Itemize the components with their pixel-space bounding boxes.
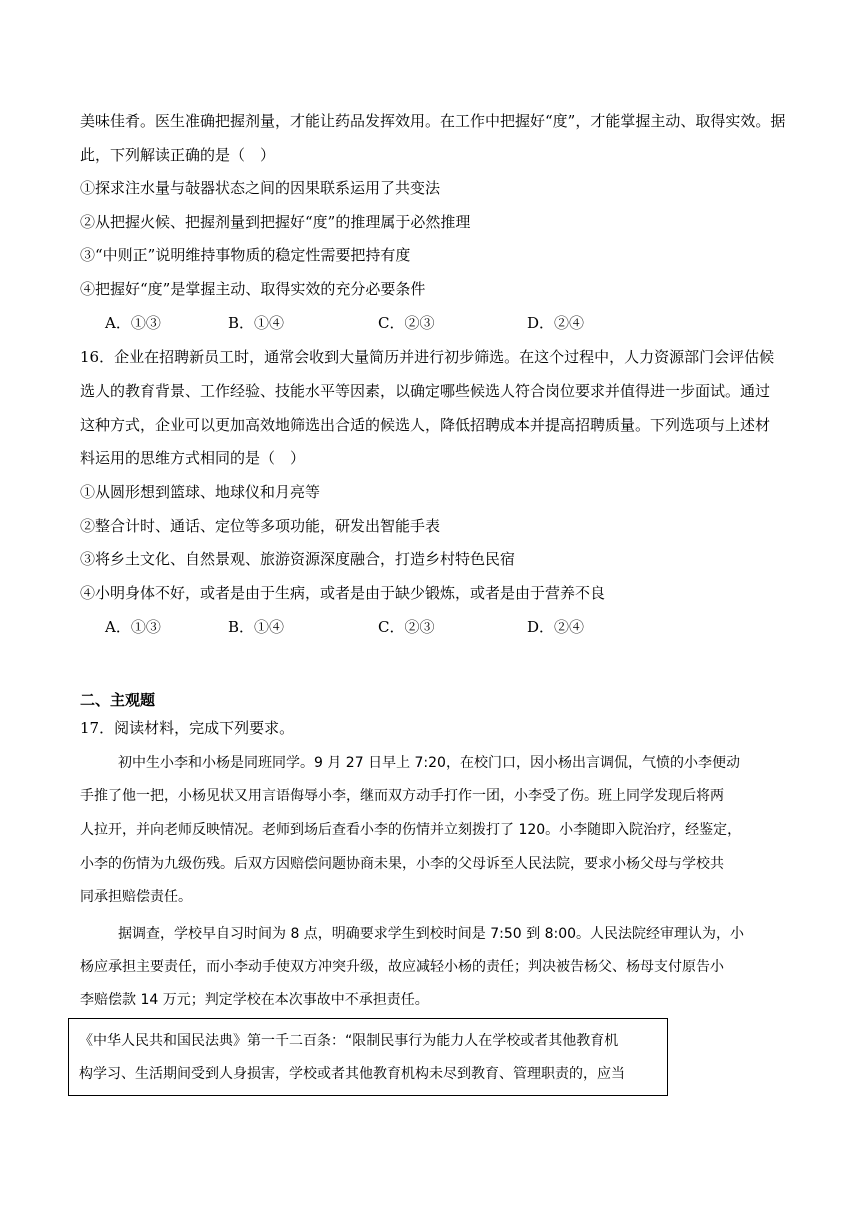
- material-para1-line-4: 小李的伤情为九级伤残。后双方因赔偿问题协商未果，小李的父母诉至人民法院，要求小杨父母与学校共: [80, 856, 724, 872]
- q15-option-a: A．①③: [105, 314, 161, 332]
- q16-statement-4: ④小明身体不好，或者是由于生病，或者是由于缺少锻炼，或者是由于营养不良: [80, 584, 606, 602]
- q16-option-d: D．②④: [527, 618, 585, 636]
- material-para2-line-2: 杨应承担主要责任，而小李动手使双方冲突升级，故应减轻小杨的责任；判决被告杨父、杨母支付原告小: [80, 959, 724, 975]
- q15-line-2: 此，下列解读正确的是（ ）: [80, 146, 276, 164]
- q16-statement-2: ②整合计时、通话、定位等多项功能，研发出智能手表: [80, 517, 441, 535]
- civil-code-excerpt-box: [68, 1018, 668, 1096]
- q16-option-a: A．①③: [105, 618, 161, 636]
- q16-line-3: 这种方式，企业可以更加高效地筛选出合适的候选人，降低招聘成本并提高招聘质量。下列选项与上述材: [80, 416, 771, 434]
- material-para1-line-3: 人拉开，并向老师反映情况。老师到场后查看小李的伤情并立刻拨打了 120。小李随即入院治疗，经鉴定，: [80, 822, 742, 838]
- material-para2-line-1: 据调查，学校早自习时间为 8 点，明确要求学生到校时间是 7:50 到 8:00。人民法院经审理认为，小: [118, 926, 745, 942]
- q16-line-4: 料运用的思维方式相同的是（ ）: [80, 449, 306, 467]
- q15-option-d: D．②④: [527, 314, 585, 332]
- material-para1-line-5: 同承担赔偿责任。: [80, 889, 192, 905]
- q17-prompt: 17．阅读材料，完成下列要求。: [80, 719, 295, 737]
- section-heading: 二、主观题: [80, 691, 156, 709]
- civil-code-line-1: 《中华人民共和国民法典》第一千二百条：“限制民事行为能力人在学校或者其他教育机: [79, 1033, 619, 1049]
- q15-statement-1: ①探求注水量与敧器状态之间的因果联系运用了共变法: [80, 179, 441, 197]
- material-para1-line-2: 手推了他一把，小杨见状又用言语侮辱小李，继而双方动手打作一团，小李受了伤。班上同学发现后将两: [80, 788, 724, 804]
- civil-code-line-2: 构学习、生活期间受到人身损害，学校或者其他教育机构未尽到教育、管理职责的，应当: [79, 1066, 625, 1082]
- q15-statement-2: ②从把握火候、把握剂量到把握好“度”的推理属于必然推理: [80, 213, 471, 231]
- q16-line-1: 16．企业在招聘新员工时，通常会收到大量简历并进行初步筛选。在这个过程中，人力资源部门会评估候: [80, 348, 775, 366]
- q16-statement-1: ①从圆形想到篮球、地球仪和月亮等: [80, 483, 321, 501]
- q15-statement-4: ④把握好“度”是掌握主动、取得实效的充分必要条件: [80, 280, 426, 298]
- q15-option-c: C．②③: [378, 314, 435, 332]
- material-para1-line-1: 初中生小李和小杨是同班同学。9 月 27 日早上 7:20，在校门口，因小杨出言调侃，气愤的小李便动: [118, 755, 740, 771]
- q16-line-2: 选人的教育背景、工作经验、技能水平等因素，以确定哪些候选人符合岗位要求并值得进一步面试。通过: [80, 382, 771, 400]
- q16-option-b: B．①④: [228, 618, 285, 636]
- q15-option-b: B．①④: [228, 314, 285, 332]
- q16-statement-3: ③将乡土文化、自然景观、旅游资源深度融合，打造乡村特色民宿: [80, 550, 516, 568]
- q16-option-c: C．②③: [378, 618, 435, 636]
- material-para2-line-3: 李赔偿款 14 万元；判定学校在本次事故中不承担责任。: [80, 992, 429, 1008]
- q15-statement-3: ③“中则正”说明维持事物质的稳定性需要把持有度: [80, 246, 411, 264]
- q15-line-1: 美味佳肴。医生准确把握剂量，才能让药品发挥效用。在工作中把握好“度”，才能掌握主动、取得实效。据: [80, 112, 786, 130]
